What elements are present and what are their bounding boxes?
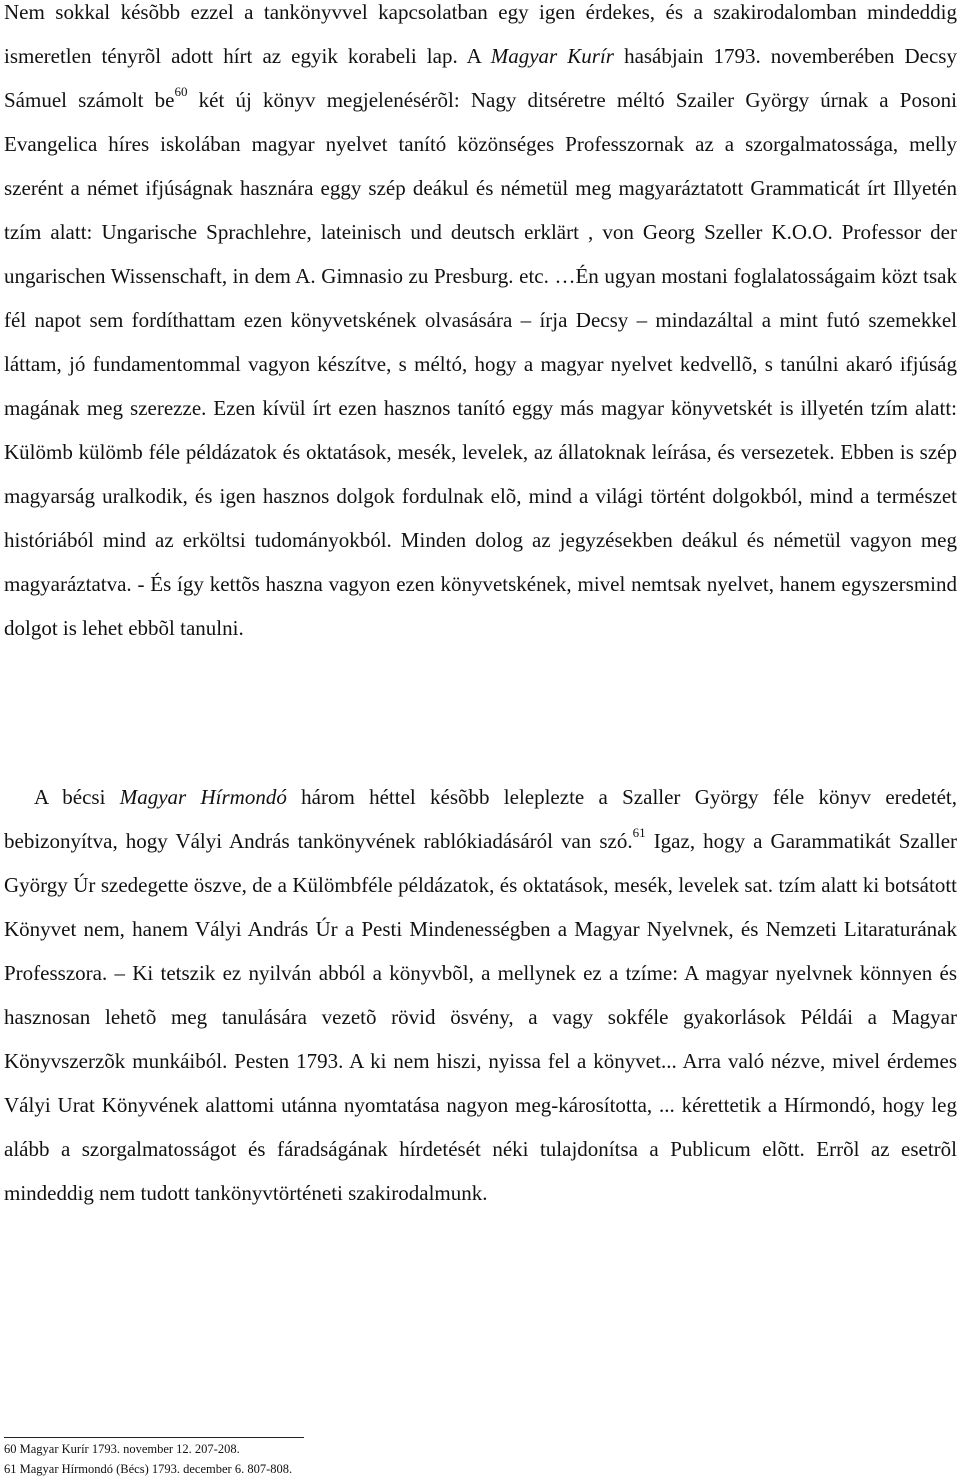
footnote: 61 Magyar Hírmondó (Bécs) 1793. december 6. 807-808. xyxy=(4,1462,293,1476)
paragraph xyxy=(4,0,957,650)
footnote-ref: 60 xyxy=(174,84,188,99)
footnote: 60 Magyar Kurír 1793. november 12. 207-208. xyxy=(4,1442,240,1456)
paragraph-text: A bécsi xyxy=(34,785,120,809)
footnotes xyxy=(4,1441,504,1478)
journal-title: Magyar Kurír xyxy=(490,44,614,68)
paragraph-text: hasábjain 1793. novemberében Decsy Sámuel számolt be xyxy=(4,44,957,112)
paragraph-text: Nem sokkal késõbb ezzel a tankönyvvel kapcsolatban egy igen érdekes, és a szakirodalomban mindeddig ismeretlen tényrõl adott hírt az egyik korabeli lap. A xyxy=(4,0,957,68)
journal-title: Magyar Hírmondó xyxy=(119,785,287,809)
paragraph-text: két új könyv megjelenésérõl: Nagy ditséretre méltó Szailer György úrnak a Posoni Evangelica híres iskolában magyar nyelvet tanító közönséges Professzornak az a szorgalmatossága, melly szerént a német ifjúságnak hasznára eggy szép deákul és németül meg magyaráztatott Grammaticát írt Illyetén tzím alatt: Ungarische Sprachlehre, lateinisch und deutsch erklärt , von Georg Szeller K.O.O. Professor der ungarischen Wissenschaft, in dem A. Gimnasio zu Presburg. etc. …Én ugyan mostani foglalatosságaim közt tsak fél napot sem fordíthattam ezen könyvetskének olvasására – írja Decsy – mindazáltal a mint futó szemekkel láttam, jó fundamentommal vagyon készítve, s méltó, hogy a magyar nyelvet kedvellõ, s tanúlni akaró ifjúság magának meg szerezze. Ezen kívül írt ezen hasznos tanító eggy más magyar könyvetskét is illyetén tzím alatt: Külömb külömb féle példázatok és oktatások, mesék, levelek, az állatoknak leírása, és versezetek. Ebben is szép magyarság uralkodik, és igen hasznos dolgok fordulnak elõ, mind a világi történt dolgokból, mind a természet históriából mind az erköltsi tudományokból. Minden dolog az jegyzésekben deákul és németül vagyon meg magyaráztatva. - És így kettõs haszna vagyon ezen könyvetskének, mivel nemtsak nyelvet, hanem egyszersmind dolgot is lehet ebbõl tanulni. xyxy=(4,88,957,640)
footnote-ref: 61 xyxy=(632,825,646,840)
paragraph xyxy=(4,775,957,1215)
paragraph-text: Igaz, hogy a Garammatikát Szaller György Úr szedegette öszve, de a Külömbféle példázatok, és oktatások, mesék, levelek sat. tzím alatt ki botsátott Könyvet nem, hanem Vályi András Úr a Pesti Mindenességben a Magyar Nyelvnek, és Nemzeti Litaraturának Professzora. – Ki tetszik ez nyilván abból a könyvbõl, a mellynek ez a tzíme: A magyar nyelvnek könnyen és hasznosan lehetõ meg tanulására vezetõ rövid ösvény, a vagy sokféle gyakorlások Példái a Magyar Könyvszerzõk munkáiból. Pesten 1793. A ki nem hiszi, nyissa fel a könyvet... Arra való nézve, mivel érdemes Vályi Urat Könyvének alattomi utánna nyomtatása nagyon meg-károsította, ... kérettetik a Hírmondó, hogy leg alább a szorgalmatosságot és fáradságának hírdetését néki tulajdonítsa a Publicum elõtt. Errõl az esetrõl mindeddig nem tudott tankönyvtörténeti szakirodalmunk. xyxy=(4,829,958,1205)
paragraph-text: három héttel késõbb leleplezte a Szaller György féle könyv eredetét, bebizonyítva, hogy Vályi András tankönyvének rablókiadásáról van szó. xyxy=(4,785,958,853)
footnote-separator xyxy=(4,1437,304,1438)
